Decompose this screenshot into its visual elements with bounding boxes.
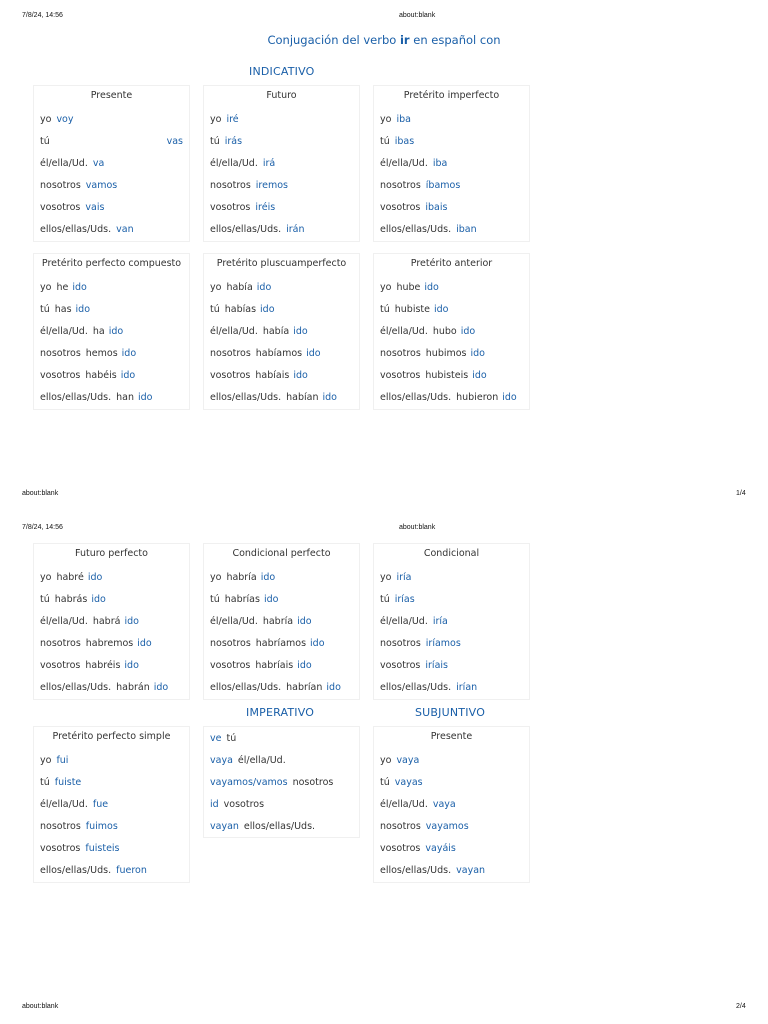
section-indicativo: INDICATIVO: [249, 65, 315, 78]
auxiliary: habré: [56, 572, 84, 583]
conjugation-row: [380, 843, 523, 854]
auxiliary: habremos: [85, 638, 134, 649]
verb-form[interactable]: fuisteis: [85, 843, 120, 854]
conjugation-row: [40, 594, 183, 605]
conjugation-row: [40, 326, 183, 337]
conjugation-row: [380, 572, 523, 583]
verb-form[interactable]: ve: [210, 733, 222, 744]
print-date: 7/8/24, 14:56: [22, 12, 63, 19]
conjugation-row: [210, 682, 353, 693]
pronoun: yo: [40, 114, 52, 125]
auxiliary: habíais: [255, 370, 290, 381]
card-perfecto-simple: [33, 726, 190, 883]
pronoun: vosotros: [210, 202, 251, 213]
conjugation-row: [380, 114, 523, 125]
verb-form[interactable]: iréis: [255, 202, 276, 213]
participle[interactable]: ido: [124, 660, 139, 671]
verb-form[interactable]: iríais: [425, 660, 448, 671]
pronoun: yo: [40, 572, 52, 583]
participle[interactable]: ido: [121, 348, 137, 359]
pronoun: tú: [40, 304, 50, 315]
auxiliary: hemos: [85, 348, 118, 359]
participle[interactable]: ido: [153, 682, 169, 693]
pronoun: nosotros: [40, 180, 81, 191]
verb-form[interactable]: irían: [456, 682, 478, 693]
verb-form[interactable]: irás: [224, 136, 243, 147]
conjugation-row: [40, 843, 183, 854]
verb-form[interactable]: irá: [262, 158, 276, 169]
auxiliary: habíamos: [255, 348, 303, 359]
conjugation-row: [210, 821, 353, 832]
conjugation-row: [210, 370, 353, 381]
auxiliary: habían: [286, 392, 319, 403]
pronoun: él/ella/Ud.: [40, 616, 88, 627]
verb-form[interactable]: vaya: [210, 755, 233, 766]
auxiliary: habrá: [92, 616, 121, 627]
pronoun: nosotros: [40, 821, 81, 832]
title-after: en español con: [413, 33, 501, 47]
verb-form[interactable]: iría: [432, 616, 448, 627]
verb-form[interactable]: vayamos: [425, 821, 469, 832]
participle[interactable]: ido: [138, 392, 153, 403]
verb-form[interactable]: iremos: [255, 180, 288, 191]
pronoun: él/ella/Ud.: [237, 755, 286, 766]
auxiliary: han: [116, 392, 135, 403]
participle[interactable]: ido: [263, 594, 279, 605]
verb-form[interactable]: fui: [56, 755, 69, 766]
card-subjuntivo-presente: [373, 726, 530, 883]
pronoun: yo: [40, 282, 52, 293]
auxiliary: hubimos: [425, 348, 467, 359]
conjugation-row: [380, 326, 523, 337]
verb-form[interactable]: vayamos/vamos: [210, 777, 288, 788]
pronoun: yo: [40, 755, 52, 766]
participle[interactable]: ido: [297, 616, 312, 627]
conjugation-row: [210, 202, 353, 213]
tense-title: Condicional perfecto: [232, 548, 331, 559]
tense-title: Presente: [90, 90, 133, 101]
page-title: [0, 33, 768, 47]
conjugation-row: [380, 865, 523, 876]
conjugation-row: [380, 180, 523, 191]
pronoun: nosotros: [40, 638, 81, 649]
conjugation-row: [40, 180, 183, 191]
tense-title: Pretérito perfecto compuesto: [41, 258, 182, 269]
participle[interactable]: ido: [424, 282, 439, 293]
pronoun: vosotros: [380, 202, 421, 213]
conjugation-row: [210, 755, 353, 766]
tense-title: Pretérito pluscuamperfecto: [216, 258, 347, 269]
participle[interactable]: ido: [137, 638, 152, 649]
participle[interactable]: ido: [108, 326, 124, 337]
tense-title: Pretérito anterior: [410, 258, 493, 269]
conjugation-row: [210, 224, 353, 235]
card-presente: [33, 85, 190, 242]
pronoun: ellos/ellas/Uds.: [380, 392, 452, 403]
conjugation-row: [40, 348, 183, 359]
pronoun: él/ella/Ud.: [380, 326, 428, 337]
auxiliary: habéis: [85, 370, 117, 381]
conjugation-row: [380, 616, 523, 627]
card-imperfecto: [373, 85, 530, 242]
auxiliary: he: [56, 282, 69, 293]
pronoun: tú: [40, 136, 50, 147]
pronoun: tú: [210, 304, 220, 315]
pronoun: vosotros: [223, 799, 265, 810]
verb-form[interactable]: vayas: [394, 777, 423, 788]
participle[interactable]: ido: [260, 304, 275, 315]
auxiliary: habrían: [286, 682, 323, 693]
pronoun: nosotros: [210, 348, 251, 359]
pronoun: ellos/ellas/Uds.: [40, 392, 112, 403]
participle[interactable]: ido: [75, 304, 91, 315]
conjugation-row: [210, 180, 353, 191]
verb-form[interactable]: vayan: [210, 821, 239, 832]
participle[interactable]: ido: [472, 370, 487, 381]
pronoun: yo: [380, 572, 392, 583]
pronoun: ellos/ellas/Uds.: [210, 224, 282, 235]
pronoun: él/ella/Ud.: [380, 799, 428, 810]
pronoun: él/ella/Ud.: [380, 616, 428, 627]
participle[interactable]: ido: [470, 348, 485, 359]
conjugation-row: [40, 136, 183, 147]
conjugation-row: [40, 282, 183, 293]
conjugation-row: [210, 616, 353, 627]
pronoun: ellos/ellas/Uds.: [40, 224, 112, 235]
conjugation-row: [380, 370, 523, 381]
conjugation-row: [380, 755, 523, 766]
verb-form[interactable]: ibas: [394, 136, 415, 147]
pronoun: vosotros: [380, 843, 421, 854]
verb-form[interactable]: vayan: [456, 865, 486, 876]
participle[interactable]: ido: [120, 370, 136, 381]
conjugation-row: [40, 304, 183, 315]
pronoun: tú: [380, 777, 390, 788]
conjugation-row: [380, 136, 523, 147]
conjugation-row: [210, 348, 353, 359]
participle[interactable]: ido: [124, 616, 139, 627]
pronoun: tú: [210, 136, 220, 147]
pronoun: vosotros: [40, 202, 81, 213]
conjugation-row: [210, 304, 353, 315]
participle[interactable]: ido: [260, 572, 276, 583]
auxiliary: ha: [92, 326, 105, 337]
pronoun: nosotros: [380, 638, 421, 649]
pronoun: yo: [210, 572, 222, 583]
conjugation-row: [40, 572, 183, 583]
verb-form[interactable]: fuimos: [85, 821, 118, 832]
auxiliary: habrás: [54, 594, 88, 605]
card-futuro-perfecto: [33, 543, 190, 700]
tense-title: Futuro: [266, 90, 297, 101]
participle[interactable]: ido: [326, 682, 341, 693]
verb-form[interactable]: iría: [396, 572, 412, 583]
participle[interactable]: ido: [433, 304, 449, 315]
title-before: Conjugación del verbo: [267, 33, 397, 47]
card-pluscuamperfecto: [203, 253, 360, 410]
verb-form[interactable]: va: [92, 158, 105, 169]
conjugation-row: [40, 114, 183, 125]
verb-form[interactable]: irán: [286, 224, 305, 235]
verb-form[interactable]: voy: [56, 114, 74, 125]
auxiliary: había: [262, 326, 290, 337]
conjugation-row: [210, 733, 353, 744]
pronoun: él/ella/Ud.: [210, 158, 258, 169]
auxiliary: hubieron: [456, 392, 499, 403]
verb-form[interactable]: ibais: [425, 202, 448, 213]
pronoun: él/ella/Ud.: [40, 158, 88, 169]
auxiliary: habría: [226, 572, 257, 583]
print-url-header-2: about:blank: [399, 524, 436, 531]
conjugation-row: [40, 799, 183, 810]
conjugation-row: [210, 777, 353, 788]
conjugation-row: [40, 224, 183, 235]
auxiliary: habías: [224, 304, 257, 315]
participle[interactable]: ido: [310, 638, 325, 649]
card-perfecto-compuesto: [33, 253, 190, 410]
tense-title: Pretérito imperfecto: [403, 90, 500, 101]
participle[interactable]: ido: [502, 392, 517, 403]
print-url-header: about:blank: [399, 12, 436, 19]
conjugation-row: [210, 799, 353, 810]
verb-form[interactable]: van: [116, 224, 134, 235]
conjugation-row: [210, 660, 353, 671]
conjugation-row: [210, 638, 353, 649]
conjugation-row: [40, 660, 183, 671]
conjugation-row: [210, 282, 353, 293]
pronoun: él/ella/Ud.: [40, 326, 88, 337]
auxiliary: habrán: [116, 682, 150, 693]
pronoun: ellos/ellas/Uds.: [380, 224, 452, 235]
conjugation-row: [40, 392, 183, 403]
verb-form[interactable]: iríamos: [425, 638, 461, 649]
tense-title: Pretérito perfecto simple: [52, 731, 171, 742]
page-number: 1/4: [736, 490, 746, 497]
auxiliary: hubiste: [394, 304, 430, 315]
verb-form[interactable]: fue: [92, 799, 109, 810]
pronoun: vosotros: [40, 660, 81, 671]
pronoun: vosotros: [40, 843, 81, 854]
card-anterior: [373, 253, 530, 410]
pronoun: tú: [40, 594, 50, 605]
conjugation-row: [210, 594, 353, 605]
conjugation-row: [210, 158, 353, 169]
conjugation-row: [380, 682, 523, 693]
verb-form[interactable]: irías: [394, 594, 415, 605]
section-imperativo: IMPERATIVO: [246, 706, 315, 719]
conjugation-row: [380, 799, 523, 810]
verb-form[interactable]: vamos: [85, 180, 118, 191]
auxiliary: habríamos: [255, 638, 307, 649]
pronoun: nosotros: [210, 180, 251, 191]
verb-form[interactable]: íbamos: [425, 180, 461, 191]
section-subjuntivo: SUBJUNTIVO: [415, 706, 486, 719]
conjugation-row: [380, 202, 523, 213]
participle[interactable]: ido: [72, 282, 87, 293]
participle[interactable]: ido: [256, 282, 272, 293]
card-imperativo: [203, 726, 360, 838]
pronoun: ellos/ellas/Uds.: [210, 392, 282, 403]
card-condicional: [373, 543, 530, 700]
conjugation-row: [380, 821, 523, 832]
conjugation-row: [40, 158, 183, 169]
verb-form[interactable]: iba: [432, 158, 448, 169]
pronoun: él/ella/Ud.: [210, 326, 258, 337]
footer-url: about:blank: [22, 490, 59, 497]
verb-form[interactable]: iré: [226, 114, 239, 125]
pronoun: yo: [380, 114, 392, 125]
auxiliary: habréis: [85, 660, 121, 671]
conjugation-row: [380, 594, 523, 605]
conjugation-row: [40, 777, 183, 788]
participle[interactable]: ido: [293, 326, 308, 337]
conjugation-row: [40, 370, 183, 381]
pronoun: tú: [226, 733, 237, 744]
card-condicional-perfecto: [203, 543, 360, 700]
pronoun: nosotros: [380, 821, 421, 832]
verb-form[interactable]: iban: [456, 224, 477, 235]
conjugation-row: [380, 638, 523, 649]
pronoun: ellos/ellas/Uds.: [40, 682, 112, 693]
conjugation-row: [380, 348, 523, 359]
auxiliary: hube: [396, 282, 421, 293]
conjugation-row: [380, 282, 523, 293]
conjugation-row: [40, 638, 183, 649]
auxiliary: hubo: [432, 326, 457, 337]
verb-form[interactable]: vayáis: [425, 843, 456, 854]
pronoun: vosotros: [40, 370, 81, 381]
conjugation-row: [40, 865, 183, 876]
verb-form[interactable]: vaya: [396, 755, 420, 766]
conjugation-row: [210, 114, 353, 125]
conjugation-row: [210, 392, 353, 403]
pronoun: él/ella/Ud.: [40, 799, 88, 810]
page-number-2: 2/4: [736, 1003, 746, 1010]
pronoun: tú: [210, 594, 220, 605]
conjugation-row: [380, 224, 523, 235]
pronoun: ellos/ellas/Uds.: [380, 865, 452, 876]
pronoun: ellos/ellas/Uds.: [243, 821, 316, 832]
pronoun: ellos/ellas/Uds.: [210, 682, 282, 693]
pronoun: nosotros: [292, 777, 334, 788]
conjugation-row: [380, 660, 523, 671]
pronoun: tú: [380, 594, 390, 605]
tense-title: Futuro perfecto: [75, 548, 148, 559]
participle[interactable]: ido: [306, 348, 321, 359]
participle[interactable]: ido: [297, 660, 312, 671]
conjugation-row: [40, 755, 183, 766]
conjugation-row: [210, 326, 353, 337]
verb-form[interactable]: iba: [396, 114, 411, 125]
verb-form[interactable]: id: [210, 799, 219, 810]
auxiliary: habría: [262, 616, 294, 627]
conjugation-row: [40, 616, 183, 627]
participle[interactable]: ido: [293, 370, 308, 381]
auxiliary: hubisteis: [425, 370, 469, 381]
conjugation-row: [380, 304, 523, 315]
pronoun: yo: [210, 114, 222, 125]
title-verb[interactable]: ir: [399, 33, 410, 47]
participle[interactable]: ido: [322, 392, 337, 403]
conjugation-row: [40, 202, 183, 213]
pronoun: vosotros: [210, 370, 251, 381]
print-date-2: 7/8/24, 14:56: [22, 524, 63, 531]
pronoun: él/ella/Ud.: [380, 158, 428, 169]
pronoun: vosotros: [380, 660, 421, 671]
verb-form[interactable]: fuiste: [54, 777, 82, 788]
auxiliary: has: [54, 304, 72, 315]
footer-url-2: about:blank: [22, 1003, 59, 1010]
pronoun: ellos/ellas/Uds.: [40, 865, 112, 876]
pronoun: vosotros: [210, 660, 251, 671]
pronoun: tú: [40, 777, 50, 788]
participle[interactable]: ido: [87, 572, 103, 583]
auxiliary: habrías: [224, 594, 260, 605]
verb-form[interactable]: fueron: [116, 865, 147, 876]
verb-form[interactable]: vais: [85, 202, 105, 213]
pronoun: yo: [380, 755, 392, 766]
pronoun: él/ella/Ud.: [210, 616, 258, 627]
tense-title: Condicional: [423, 548, 480, 559]
participle[interactable]: ido: [460, 326, 476, 337]
pronoun: nosotros: [40, 348, 81, 359]
pronoun: nosotros: [380, 180, 421, 191]
conjugation-row: [380, 158, 523, 169]
pronoun: ellos/ellas/Uds.: [380, 682, 452, 693]
card-futuro: [203, 85, 360, 242]
pronoun: yo: [380, 282, 392, 293]
pronoun: tú: [380, 136, 390, 147]
verb-form[interactable]: vas: [166, 136, 183, 147]
participle[interactable]: ido: [91, 594, 106, 605]
conjugation-row: [210, 572, 353, 583]
conjugation-row: [380, 392, 523, 403]
conjugation-row: [210, 136, 353, 147]
verb-form[interactable]: vaya: [432, 799, 456, 810]
conjugation-row: [40, 821, 183, 832]
pronoun: vosotros: [380, 370, 421, 381]
auxiliary: había: [226, 282, 253, 293]
conjugation-row: [380, 777, 523, 788]
pronoun: yo: [210, 282, 222, 293]
pronoun: tú: [380, 304, 390, 315]
pronoun: nosotros: [210, 638, 251, 649]
pronoun: nosotros: [380, 348, 421, 359]
auxiliary: habríais: [255, 660, 294, 671]
tense-title: Presente: [430, 731, 473, 742]
conjugation-row: [40, 682, 183, 693]
